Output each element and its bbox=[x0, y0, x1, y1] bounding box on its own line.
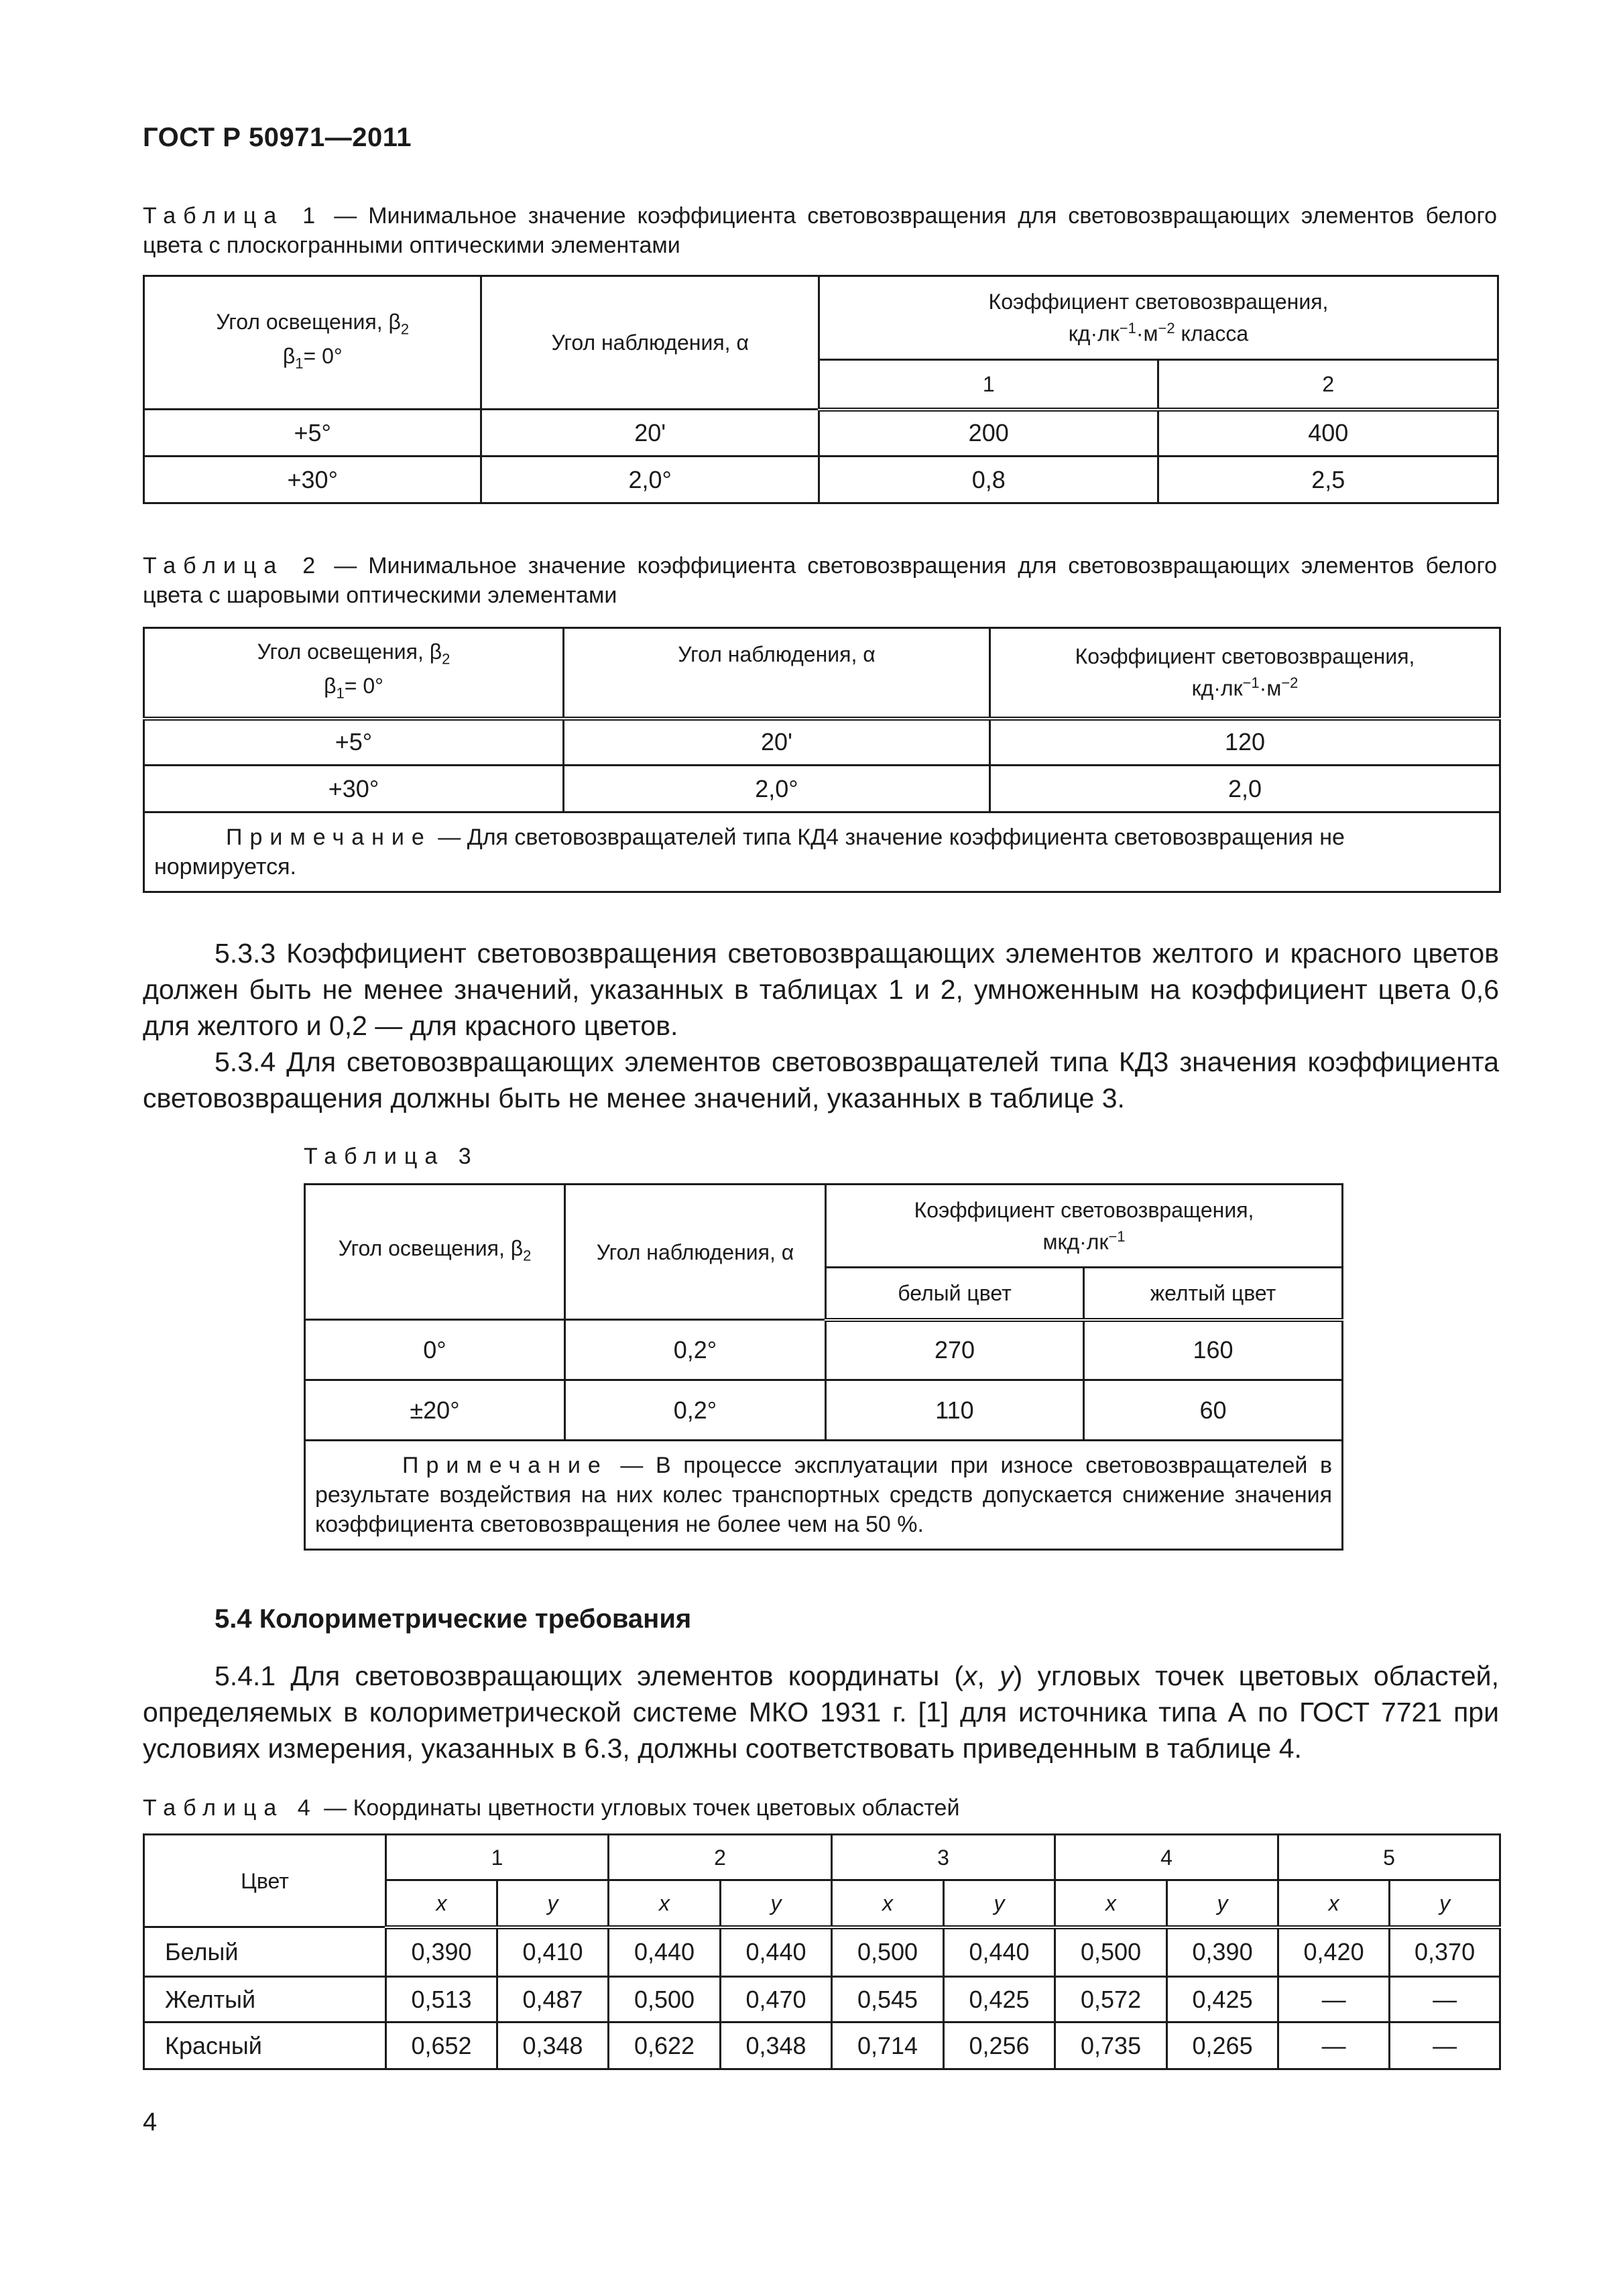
table-1-title: — Минимальное значение коэффициента световозвращения для световозвращающих элементов белого цвета с плоскогранными оптическими элементами bbox=[143, 203, 1498, 258]
table-2-caption bbox=[143, 551, 1497, 610]
section-5-4-heading: 5.4 Колориметрические требования bbox=[215, 1604, 692, 1634]
t1-header-class-2: 2 bbox=[1158, 360, 1498, 410]
paragraph-5-3-4: 5.3.4 Для световозвращающих элементов световозвращателей типа КД3 значения коэффициента световозвращения должны быть не менее значений, указанных в таблице 3. bbox=[143, 1046, 1499, 1113]
t3-header-white: белый цвет bbox=[826, 1268, 1084, 1320]
page-number: 4 bbox=[143, 2108, 158, 2136]
table-1-label: Таблица 1 bbox=[143, 203, 323, 229]
table-4-title: — Координаты цветности угловых точек цветовых областей bbox=[317, 1795, 960, 1821]
t3-header-angle: Угол освещения, $\beta_2$ bbox=[305, 1185, 565, 1320]
t3-header-observation: Угол наблюдения, α bbox=[565, 1185, 826, 1320]
table-row: ±20° 0,2° 110 60 bbox=[305, 1380, 1343, 1441]
t4-header-point: 1 bbox=[386, 1835, 609, 1880]
t1-header-coefficient: Коэффициент световозвращения, $кд\cdot лк^{-1}\cdot м^{-2}$ класса bbox=[819, 276, 1498, 360]
table-row: +30° 2,0° 2,0 bbox=[144, 766, 1500, 812]
table-row: Белый 0,390 0,410 0,440 0,440 0,500 0,440 0,500 0,390 0,420 0,370 bbox=[144, 1927, 1500, 1977]
table-2-note: Примечание — Для световозвращателей типа КД4 значение коэффициента световозвращения не нормируется. bbox=[144, 812, 1500, 892]
table-1 bbox=[143, 275, 1499, 504]
table-4-label: Таблица 4 bbox=[143, 1795, 318, 1821]
t4-header-color: Цвет bbox=[144, 1835, 386, 1927]
table-row: +30° 2,0° 0,8 2,5 bbox=[144, 457, 1498, 503]
table-4-caption bbox=[143, 1793, 959, 1823]
table-2-title: — Минимальное значение коэффициента световозвращения для световозвращающих элементов белого цвета с шаровыми оптическими элементами bbox=[143, 553, 1498, 608]
t1-header-observation: Угол наблюдения, α bbox=[481, 276, 819, 410]
document-header: ГОСТ Р 50971—2011 bbox=[143, 123, 412, 152]
t1-header-class-1: 1 bbox=[819, 360, 1158, 410]
t1-header-angle: Угол освещения, $\beta_2$ $\beta_1= 0^\circ$ bbox=[144, 276, 481, 410]
paragraph-5-3-3: 5.3.3 Коэффициент световозвращения световозвращающих элементов желтого и красного цветов должен быть не менее значений, указанных в таблицах 1 и 2, умноженным на коэффициент цвета 0,6 для желтого и 0,2 — для красного цветов. bbox=[143, 938, 1499, 1041]
t2-header-coefficient: Коэффициент световозвращения, $кд\cdot лк^{-1}\cdot м^{-2}$ bbox=[990, 628, 1500, 719]
table-4: Цвет 1 2 3 4 5 x y x y x y x y x y Белый 0,390 0,410 0,440 0,440 0,500 0,440 0,500 0,390 0,420 0,370 Желтый 0,513 0,487 0,500 0,470 0,545 0,425 0,572 0,425 — — Красный 0,652 0,348 0,622 0,348 0,714 0,256 0,735 0,265 — — bbox=[143, 1833, 1501, 2070]
t2-header-angle: Угол освещения, $\beta_2$ $\beta_1= 0^\circ$ bbox=[144, 628, 564, 719]
table-row: Красный 0,652 0,348 0,622 0,348 0,714 0,256 0,735 0,265 — — bbox=[144, 2022, 1500, 2069]
t4-header-point: 4 bbox=[1055, 1835, 1278, 1880]
paragraph-5-4-1: 5.4.1 Для световозвращающих элементов координаты (x, y) угловых точек цветовых областей, определяемых в колориметрической системе МКО 1931 г. [1] для источника типа А по ГОСТ 7721 при условиях измерения, указанных в 6.3, должны соответствовать приведенным в таблице 4. bbox=[143, 1660, 1499, 1764]
table-2 bbox=[143, 627, 1501, 893]
table-1-caption bbox=[143, 201, 1497, 260]
table-3-note: Примечание — В процессе эксплуатации при износе световозвращателей в результате воздействия на них колес транспортных средств допускается снижение значения коэффициента световозвращения не более чем на 50 %. bbox=[305, 1441, 1343, 1550]
t4-header-point: 2 bbox=[609, 1835, 832, 1880]
table-3-caption: Таблица 3 bbox=[304, 1144, 479, 1169]
table-row: +5° 20' 200 400 bbox=[144, 410, 1498, 457]
t2-header-observation: Угол наблюдения, α bbox=[564, 628, 990, 719]
table-2-label: Таблица 2 bbox=[143, 553, 323, 579]
table-row: Желтый 0,513 0,487 0,500 0,470 0,545 0,425 0,572 0,425 — — bbox=[144, 1977, 1500, 2022]
t4-header-point: 5 bbox=[1278, 1835, 1500, 1880]
table-3 bbox=[304, 1183, 1343, 1551]
t3-header-yellow: желтый цвет bbox=[1084, 1268, 1343, 1320]
t3-header-coefficient: Коэффициент световозвращения, $мкд\cdot лк^{-1}$ bbox=[826, 1185, 1343, 1268]
t4-header-point: 3 bbox=[832, 1835, 1055, 1880]
table-row: 0° 0,2° 270 160 bbox=[305, 1320, 1343, 1380]
table-row: +5° 20' 120 bbox=[144, 719, 1500, 766]
